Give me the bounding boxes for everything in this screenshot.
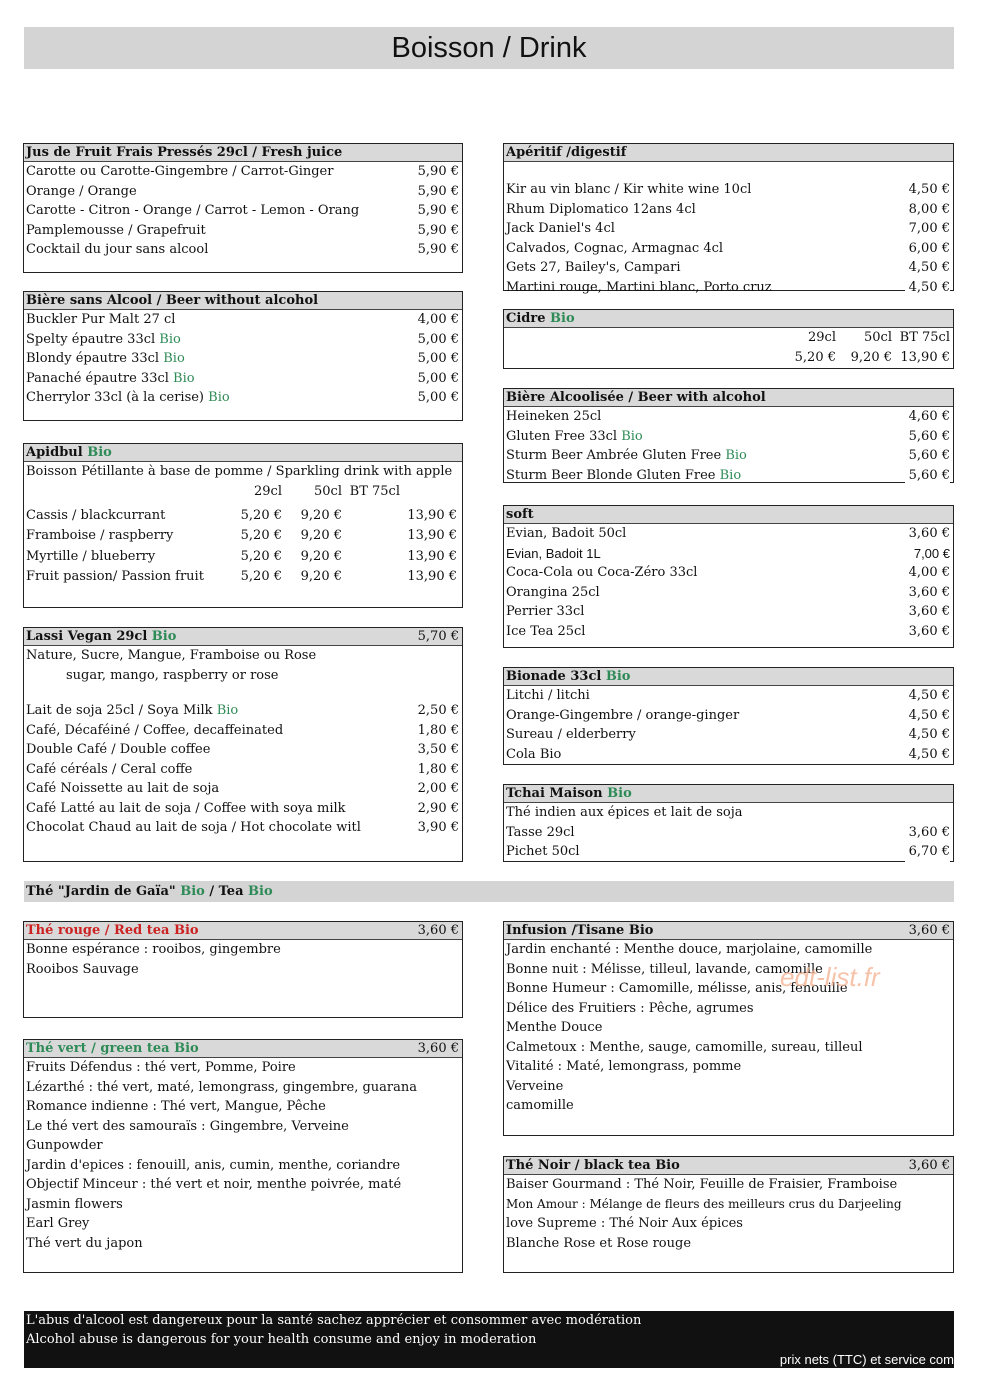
item-price: 3,60 € xyxy=(905,602,950,622)
item-label: Carotte ou Carotte-Gingembre / Carrot-Ginger xyxy=(26,164,334,179)
item-price-2: 9,20 € xyxy=(300,507,342,523)
apidbul-row xyxy=(24,547,462,568)
beer-na-row xyxy=(24,369,462,389)
item-label: Sturm Beer Ambrée Gluten Free xyxy=(506,448,726,463)
item-label: Sureau / elderberry xyxy=(506,727,636,742)
item-price-1: 5,20 € xyxy=(240,528,282,543)
item-price: 2,90 € xyxy=(414,799,459,819)
item-label: Myrtille / blueberry xyxy=(26,548,156,564)
item-price: 7,00 € xyxy=(905,219,950,239)
item-label: Pamplemousse / Grapefruit xyxy=(26,222,206,238)
soft-row xyxy=(504,563,953,583)
beer-alc-row xyxy=(504,446,953,466)
beer-na-box xyxy=(23,291,463,421)
item-label: Framboise / raspberry xyxy=(26,528,174,543)
item-label: Cocktail du jour sans alcool xyxy=(26,242,209,257)
infusion-item: Bonne Humeur : Camomille, mélisse, anis, fenouille xyxy=(506,981,848,996)
bionade-row xyxy=(504,706,953,726)
item-label: Litchi / litchi xyxy=(506,688,590,703)
infusion-item: Calmetoux : Menthe, sauge, camomille, sureau, tilleul xyxy=(506,1039,863,1055)
item-price: 5,90 € xyxy=(414,182,459,202)
item-label: Coca-Cola ou Coca-Zéro 33cl xyxy=(506,565,698,580)
item-price: 4,50 € xyxy=(905,725,950,745)
infusion-item: Menthe Douce xyxy=(506,1020,603,1035)
item-label: Buckler Pur Malt 27 cl xyxy=(26,312,176,327)
item-label: Fruit passion/ Passion fruit xyxy=(26,569,204,584)
item-label: Tasse 29cl xyxy=(506,824,575,840)
item-label: Perrier 33cl xyxy=(506,604,585,619)
tchai-bio: Bio xyxy=(607,786,632,801)
cidre-price-1: 5,20 € xyxy=(794,349,836,365)
item-price: 4,50 € xyxy=(905,278,950,298)
beer-alc-row xyxy=(504,407,953,427)
item-price: 3,60 € xyxy=(905,524,950,544)
lassi-header xyxy=(24,628,462,646)
juice-header: Jus de Fruit Frais Pressés 29cl / Fresh juice xyxy=(24,144,462,162)
item-price: 5,60 € xyxy=(905,427,950,447)
soft-row xyxy=(504,622,953,642)
beer-na-row xyxy=(24,330,462,350)
aperitif-row xyxy=(504,200,953,220)
item-label: Gluten Free 33cl xyxy=(506,428,622,444)
item-label: Ice Tea 25cl xyxy=(506,623,586,639)
item-label: Spelty épautre 33cl xyxy=(26,331,160,347)
item-label: Café Noissette au lait de soja xyxy=(26,781,220,796)
item-price: 4,60 € xyxy=(905,407,950,427)
bionade-title: Bionade 33cl xyxy=(506,669,606,684)
item-price: 4,50 € xyxy=(905,686,950,706)
tchai-row xyxy=(504,842,953,862)
aperitif-box xyxy=(503,143,954,295)
green-tea-item: Le thé vert des samouraïs : Gingembre, Verveine xyxy=(26,1118,349,1134)
apidbul-row xyxy=(24,506,462,527)
item-price-3: 13,90 € xyxy=(407,548,457,564)
item-label: Martini rouge, Martini blanc, Porto cruz xyxy=(506,279,772,295)
black-tea-box xyxy=(503,1156,954,1273)
lassi-bio: Bio xyxy=(151,629,177,644)
infusion-item: Vitalité : Maté, lemongrass, pomme xyxy=(506,1059,742,1074)
item-price: 2,50 € xyxy=(414,701,459,721)
beer-na-row xyxy=(24,310,462,330)
item-label: Orange-Gingembre / orange-ginger xyxy=(506,707,740,723)
item-label: Pichet 50cl xyxy=(506,844,580,859)
infusion-title: Infusion /Tisane Bio xyxy=(506,923,654,938)
cidre-bio: Bio xyxy=(550,311,575,326)
aperitif-row xyxy=(504,219,953,239)
page-title-bar xyxy=(24,27,954,69)
tchai-desc: Thé indien aux épices et lait de soja xyxy=(506,805,743,820)
bionade-row xyxy=(504,686,953,706)
apidbul-col-2: 50cl xyxy=(314,483,342,499)
bionade-row xyxy=(504,745,953,765)
footer-banner xyxy=(24,1311,954,1368)
lassi-row xyxy=(24,818,462,838)
apidbul-col-1: 29cl xyxy=(254,483,282,499)
green-tea-box xyxy=(23,1039,463,1273)
apidbul-desc: Boisson Pétillante à base de pomme / Sparkling drink with apple xyxy=(26,464,453,479)
item-label: Orange / Orange xyxy=(26,183,137,199)
apidbul-title: Apidbul xyxy=(26,445,88,460)
infusion-item: Verveine xyxy=(506,1078,564,1094)
lassi-row xyxy=(24,721,462,741)
lassi-row xyxy=(24,799,462,819)
red-tea-price: 3,60 € xyxy=(417,923,459,938)
cidre-header xyxy=(504,310,953,328)
item-label: Kir au vin blanc / Kir white wine 10cl xyxy=(506,182,752,197)
item-price-1: 5,20 € xyxy=(240,507,282,523)
item-price: 5,00 € xyxy=(414,388,459,408)
apidbul-bio: Bio xyxy=(87,445,112,460)
infusion-item: camomille xyxy=(506,1098,574,1113)
cidre-cols xyxy=(504,328,953,348)
lassi-row xyxy=(24,740,462,760)
item-label: Jack Daniel's 4cl xyxy=(506,221,615,236)
cidre-price-2: 9,20 € xyxy=(850,349,892,365)
cidre-col-2: 50cl xyxy=(864,330,892,345)
green-tea-item: Lézarthé : thé vert, maté, lemongrass, gingembre, guarana xyxy=(26,1079,417,1095)
bionade-header xyxy=(504,668,953,686)
cidre-box xyxy=(503,309,954,369)
infusion-header xyxy=(504,922,953,940)
black-tea-item: love Supreme : Thé Noir Aux épices xyxy=(506,1216,743,1231)
item-label: Café Latté au lait de soja / Coffee with soya milk xyxy=(26,800,346,816)
aperitif-row xyxy=(504,180,953,200)
tchai-header xyxy=(504,785,953,803)
footer-line-3: prix nets (TTC) et service com xyxy=(779,1352,954,1367)
apidbul-header xyxy=(24,444,462,462)
lassi-row xyxy=(24,760,462,780)
cidre-price-3: 13,90 € xyxy=(900,349,950,365)
item-price: 5,90 € xyxy=(414,201,459,221)
item-price: 5,90 € xyxy=(414,221,459,241)
bio-tag: Bio xyxy=(725,448,747,463)
item-label: Calvados, Cognac, Armagnac 4cl xyxy=(506,240,724,256)
item-price-1: 5,20 € xyxy=(240,548,282,564)
item-price: 4,00 € xyxy=(414,310,459,330)
cidre-col-3: BT 75cl xyxy=(899,330,950,345)
green-tea-title: Thé vert / green tea Bio xyxy=(26,1041,199,1056)
green-tea-item: Fruits Défendus : thé vert, Pomme, Poire xyxy=(26,1060,296,1075)
black-tea-price: 3,60 € xyxy=(908,1158,950,1173)
item-price: 4,00 € xyxy=(905,563,950,583)
apidbul-row xyxy=(24,567,462,588)
item-price: 4,50 € xyxy=(905,180,950,200)
item-price-3: 13,90 € xyxy=(407,507,457,523)
apidbul-box xyxy=(23,443,463,608)
soft-box xyxy=(503,505,954,648)
infusion-price: 3,60 € xyxy=(908,923,950,938)
item-price-3: 13,90 € xyxy=(407,528,457,543)
red-tea-item: Bonne espérance : rooibos, gingembre xyxy=(26,942,281,957)
juice-box xyxy=(23,143,463,273)
lassi-price: 5,70 € xyxy=(417,629,459,644)
bio-tag: Bio xyxy=(216,703,239,718)
bio-tag: Bio xyxy=(173,370,195,386)
item-label: Blondy épautre 33cl xyxy=(26,351,164,366)
watermark: edt-list.fr xyxy=(780,962,880,992)
green-tea-item: Romance indienne : Thé vert, Mangue, Pêche xyxy=(26,1099,326,1114)
juice-row xyxy=(24,201,462,221)
item-price: 8,00 € xyxy=(905,200,950,220)
bio-tag: Bio xyxy=(159,331,181,347)
item-label: Sturm Beer Blonde Gluten Free xyxy=(506,467,720,483)
item-price: 3,50 € xyxy=(414,740,459,760)
item-label: Orangina 25cl xyxy=(506,584,600,600)
item-label: Double Café / Double coffee xyxy=(26,742,211,757)
tea-section-label-a: Thé "Jardin de Gaïa" xyxy=(26,884,181,899)
item-price-1: 5,20 € xyxy=(240,569,282,584)
item-price: 3,60 € xyxy=(905,823,950,843)
cidre-prices xyxy=(504,348,953,368)
lassi-row xyxy=(24,701,462,721)
beer-alc-row xyxy=(504,466,953,486)
item-label: Gets 27, Bailey's, Campari xyxy=(506,260,681,275)
item-price: 3,90 € xyxy=(414,818,459,838)
item-price: 5,00 € xyxy=(414,369,459,389)
tchai-row xyxy=(504,823,953,843)
lassi-line2: sugar, mango, raspberry or rose xyxy=(66,667,279,683)
page-title: Boisson / Drink xyxy=(391,32,587,64)
bionade-row xyxy=(504,725,953,745)
item-label: Carotte - Citron - Orange / Carrot - Lemon - Orang xyxy=(26,203,360,218)
aperitif-row xyxy=(504,239,953,259)
beer-alc-row xyxy=(504,427,953,447)
item-price: 7,00 € xyxy=(910,544,950,564)
soft-row xyxy=(504,602,953,622)
item-price: 3,60 € xyxy=(905,583,950,603)
bionade-bio: Bio xyxy=(605,669,631,684)
item-price: 4,50 € xyxy=(905,745,950,765)
item-price: 6,70 € xyxy=(905,842,950,862)
juice-row xyxy=(24,240,462,260)
footer-line-2: Alcohol abuse is dangerous for your health consume and enjoy in moderation xyxy=(26,1332,537,1347)
green-tea-price: 3,60 € xyxy=(417,1041,459,1056)
tchai-box xyxy=(503,784,954,862)
red-tea-header xyxy=(24,922,462,940)
item-price: 5,00 € xyxy=(414,330,459,350)
item-price: 6,00 € xyxy=(905,239,950,259)
apidbul-row xyxy=(24,526,462,547)
lassi-line1: Nature, Sucre, Mangue, Framboise ou Rose xyxy=(26,648,317,663)
item-label: Cherrylor 33cl (à la cerise) xyxy=(26,390,209,405)
soft-row xyxy=(504,583,953,603)
item-price: 2,00 € xyxy=(414,779,459,799)
infusion-item: Jardin enchanté : Menthe douce, marjolaine, camomille xyxy=(506,942,873,957)
apidbul-col-3: BT 75cl xyxy=(349,483,400,499)
beer-na-row xyxy=(24,388,462,408)
black-tea-item: Mon Amour : Mélange de fleurs des meilleurs crus du Darjeeling xyxy=(506,1196,902,1211)
apidbul-cols xyxy=(24,482,462,506)
item-price: 5,00 € xyxy=(414,349,459,369)
red-tea-box xyxy=(23,921,463,1018)
tea-section-bio-a: Bio xyxy=(180,884,205,899)
item-price: 4,50 € xyxy=(905,706,950,726)
black-tea-header xyxy=(504,1157,953,1175)
beer-alc-header: Bière Alcoolisée / Beer with alcohol xyxy=(504,389,953,407)
item-label: Rhum Diplomatico 12ans 4cl xyxy=(506,201,696,217)
soft-row xyxy=(504,544,953,564)
item-label: Café, Décaféiné / Coffee, decaffeinated xyxy=(26,722,284,738)
infusion-item: Délice des Fruitiers : Pêche, agrumes xyxy=(506,1000,754,1016)
aperitif-header: Apéritif /digestif xyxy=(504,144,953,162)
lassi-box xyxy=(23,627,463,862)
green-tea-item: Jasmin flowers xyxy=(26,1196,123,1212)
black-tea-title: Thé Noir / black tea Bio xyxy=(506,1158,680,1173)
infusion-item: Bonne nuit : Mélisse, tilleul, lavande, camomille xyxy=(506,961,823,977)
juice-row xyxy=(24,162,462,182)
black-tea-item: Blanche Rose et Rose rouge xyxy=(506,1235,692,1251)
item-price-2: 9,20 € xyxy=(300,528,342,543)
item-price: 4,50 € xyxy=(905,258,950,278)
green-tea-item: Jardin d'epices : fenouill, anis, cumin, menthe, coriandre xyxy=(26,1157,401,1173)
item-price: 5,60 € xyxy=(905,446,950,466)
item-label: Evian, Badoit 50cl xyxy=(506,526,627,541)
red-tea-item: Rooibos Sauvage xyxy=(26,961,139,977)
tea-section-bio-b: Bio xyxy=(248,884,273,899)
item-price: 5,90 € xyxy=(414,240,459,260)
footer-line-1: L'abus d'alcool est dangereux pour la santé sachez apprécier et consommer avec modération xyxy=(26,1313,642,1328)
cidre-col-1: 29cl xyxy=(808,330,836,345)
bio-tag: Bio xyxy=(208,390,230,405)
item-price: 1,80 € xyxy=(414,721,459,741)
red-tea-title: Thé rouge / Red tea Bio xyxy=(26,923,199,938)
item-label: Evian, Badoit 1L xyxy=(506,545,601,561)
bio-tag: Bio xyxy=(719,467,742,483)
item-price-2: 9,20 € xyxy=(300,569,342,584)
item-label: Lait de soja 25cl / Soya Milk xyxy=(26,703,217,718)
green-tea-item: Earl Grey xyxy=(26,1216,90,1231)
lassi-title: Lassi Vegan 29cl xyxy=(26,629,152,644)
item-label: Cassis / blackcurrant xyxy=(26,507,166,523)
beer-na-header: Bière sans Alcool / Beer without alcohol xyxy=(24,292,462,310)
tchai-title: Tchai Maison xyxy=(506,786,608,801)
soft-header: soft xyxy=(504,506,953,524)
item-price: 5,60 € xyxy=(905,466,950,486)
tea-section-bar xyxy=(24,881,954,902)
aperitif-row xyxy=(504,278,953,298)
item-price: 3,60 € xyxy=(905,622,950,642)
beer-alc-box xyxy=(503,388,954,483)
item-price-3: 13,90 € xyxy=(407,569,457,584)
tea-section-label-b: / Tea xyxy=(204,884,249,899)
item-label: Cola Bio xyxy=(506,746,562,762)
item-label: Café céréals / Ceral coffe xyxy=(26,761,193,777)
item-price-2: 9,20 € xyxy=(300,548,342,564)
green-tea-item: Objectif Minceur : thé vert et noir, menthe poivrée, maté xyxy=(26,1177,402,1192)
item-price: 5,90 € xyxy=(414,162,459,182)
juice-row xyxy=(24,182,462,202)
cidre-title: Cidre xyxy=(506,311,551,326)
lassi-row xyxy=(24,779,462,799)
infusion-box xyxy=(503,921,954,1136)
green-tea-header xyxy=(24,1040,462,1058)
bionade-box xyxy=(503,667,954,765)
green-tea-item: Gunpowder xyxy=(26,1138,103,1153)
item-label: Panaché épautre 33cl xyxy=(26,370,174,386)
black-tea-item: Baiser Gourmand : Thé Noir, Feuille de Fraisier, Framboise xyxy=(506,1177,898,1192)
bio-tag: Bio xyxy=(163,351,185,366)
item-label: Chocolat Chaud au lait de soja / Hot chocolate witl xyxy=(26,820,361,835)
bio-tag: Bio xyxy=(621,428,643,444)
beer-na-row xyxy=(24,349,462,369)
juice-row xyxy=(24,221,462,241)
item-price: 1,80 € xyxy=(414,760,459,780)
green-tea-item: Thé vert du japon xyxy=(26,1235,143,1251)
aperitif-row xyxy=(504,258,953,278)
item-label: Heineken 25cl xyxy=(506,409,602,424)
soft-row xyxy=(504,524,953,544)
